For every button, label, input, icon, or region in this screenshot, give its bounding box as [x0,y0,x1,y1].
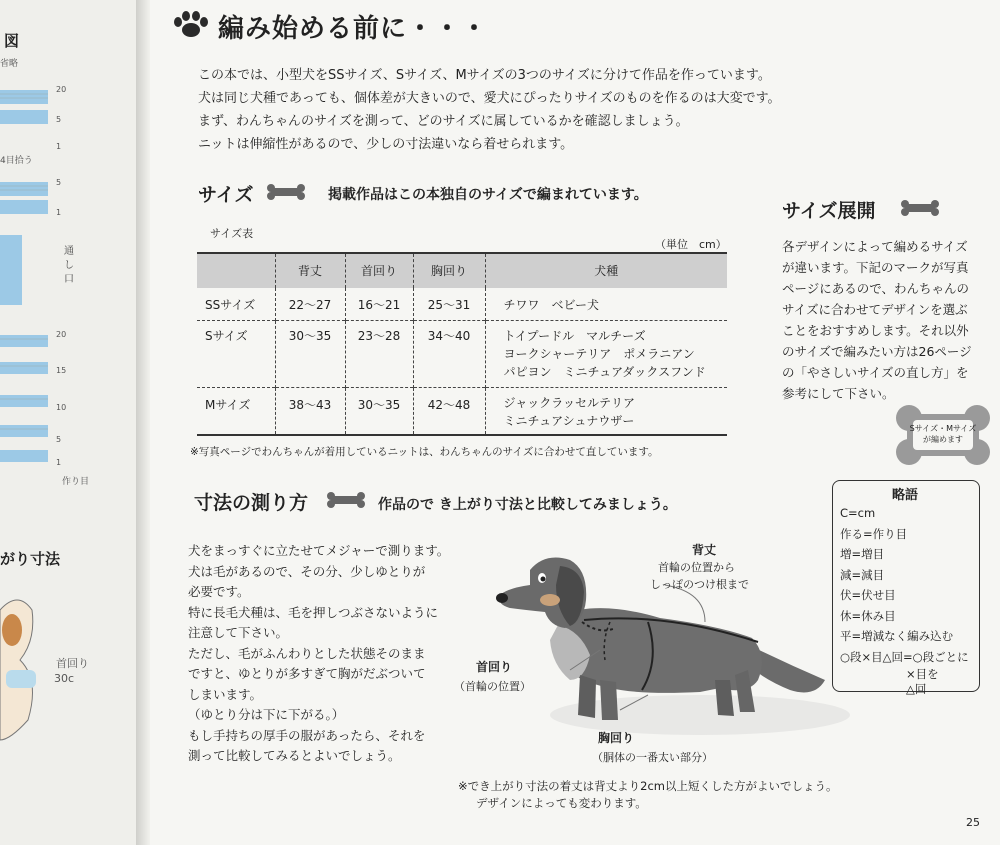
breed-line: ジャックラッセルテリア [503,396,636,410]
measure-line: 犬は毛があるので、その分、少しゆとりが [188,563,426,579]
size-subheading: 掲載作品はこの本独自のサイズで編まれています。 [328,187,648,203]
unit-label: （単位 cm） [655,238,727,251]
expand-line: が違います。下記のマークが写真 [782,260,969,275]
size-table-label: サイズ表 [210,227,254,240]
measure-line: ただし、毛がふんわりとした状態そのまま [188,645,426,661]
intro-line: 犬は同じ犬種であっても、個体差が大きいので、愛犬にぴったりサイズのものを作るのは大変です。 [198,91,781,106]
header-cell [197,254,275,288]
page-title: 編み始める前に・・・ [218,14,489,44]
neck-cell: 23～28 [345,321,413,388]
measure-subheading: 作品ので き上がり寸法と比較してみましょう。 [378,497,677,513]
scale-number: 20 [56,85,67,94]
label-back: 背丈 [692,543,717,557]
right-page [150,0,1000,845]
neck-label: 首回り [56,657,89,670]
badge-line: Sサイズ・Mサイズ [909,424,977,433]
label-chest: 胸回り [598,731,635,745]
scale-number: 15 [56,366,67,375]
intro-line: ニットは伸縮性があるので、少しの寸法違いなら着せられます。 [198,137,574,152]
side-label: 通し口 [64,246,74,285]
abbrev-item: 伏=伏せ目 [840,588,896,602]
chest-cell: 34～40 [413,321,485,388]
measure-heading: 寸法の測り方 [194,492,309,514]
size-cell: SSサイズ [205,298,256,312]
size-table [197,252,727,436]
table-header-row [197,254,727,288]
measure-line: 注意して下さい。 [188,625,289,640]
dog-illustration-left [0,590,60,760]
bone-icon [326,492,366,508]
abbrev-item: C=cm [840,506,876,520]
back-cell: 30～35 [275,321,345,388]
expand-line: ページにあるので、わんちゃんの [782,281,970,296]
label-neck: 首回り [476,660,513,674]
header-cell: 背丈 [275,254,345,288]
neck-cell: 16～21 [345,288,413,321]
breed-line: ヨークシャーテリア ポメラニアン [503,347,695,361]
breed-line: トイプードル マルチーズ [503,329,646,343]
scale-number: 5 [56,178,62,187]
breed-line: パピヨン ミニチュアダックスフンド [503,365,706,379]
size-table-note: ※写真ページでわんちゃんが着用しているニットは、わんちゃんのサイズに合わせて直しています。 [190,446,659,458]
measure-line: 必要です。 [188,584,250,599]
expand-line: サイズに合わせてデザインを選ぶ [782,302,968,317]
bone-icon [266,184,306,200]
expand-heading: サイズ展開 [782,200,876,222]
back-cell: 38～43 [275,388,345,435]
abbrev-item: ○段×目△回=○段ごとに [840,649,969,664]
expand-line: 各デザインによって編めるサイズ [782,239,968,254]
page-number: 25 [966,816,980,829]
left-page [0,0,140,845]
abbrev-item: 平=増減なく編み込む [840,629,954,643]
scale-number: 1 [56,142,62,151]
expand-line: の「やさしいサイズの直し方」を [782,365,969,380]
label-chest-desc: （胴体の一番太い部分） [592,751,713,764]
label-back-desc: 首輪の位置から [658,561,735,574]
breed-line: ミニチュアシュナウザー [503,414,635,428]
table-row [197,321,727,388]
breed-cell [485,321,727,388]
abbrev-item: ×目を [906,667,939,681]
left-note-pickup: 4目拾う [0,156,33,166]
intro-line: まず、わんちゃんのサイズを測って、どのサイズに属しているかを確認しましょう。 [198,114,689,129]
abbrev-item: 作る=作り目 [840,526,908,541]
left-note-cast-on: 作り目 [62,477,90,487]
breed-cell [485,288,727,321]
measure-footnote: デザインによっても変わります。 [476,796,647,810]
chest-cell: 42～48 [413,388,485,435]
measure-footnote: ※でき上がり寸法の着丈は背丈より2cm以上短くした方がよいでしょう。 [458,779,838,793]
bone-icon [900,200,940,216]
scale-number: 10 [56,403,67,412]
size-heading: サイズ [198,184,254,206]
left-section-fragment: がり寸法 [0,550,61,568]
abbrev-title: 略語 [891,488,918,503]
size-cell: Sサイズ [197,321,275,388]
left-heading-fragment: 図 [4,32,20,50]
table-row [197,288,727,321]
measure-line: もし手持ちの厚手の服があったら、それを [188,727,426,743]
expand-line: のサイズで編みたい方は26ページ [782,344,972,359]
abbrev-item: △回 [906,682,927,696]
measure-text [188,541,449,767]
header-cell: 首回り [345,254,413,288]
badge-line: が編めます [923,435,963,444]
scale-number: 1 [56,458,62,467]
abbrev-list [840,503,969,697]
scale-number: 5 [56,115,62,124]
header-cell: 犬種 [485,254,727,288]
abbrev-item: 減=減目 [840,567,885,582]
measure-line: 犬をまっすぐに立たせてメジャーで測ります。 [188,543,450,558]
intro-line: この本では、小型犬をSSサイズ、Sサイズ、Mサイズの3つのサイズに分けて作品を作っています。 [198,68,771,83]
scale-number: 20 [56,330,67,339]
measure-line: しまいます。 [188,686,263,702]
header-cell: 胸回り [413,254,485,288]
chest-cell: 25～31 [413,288,485,321]
abbrev-item: 増=増目 [840,547,885,561]
measure-line: 測って比較してみるとよいでしょう。 [188,748,401,763]
breed-cell [485,388,727,435]
scale-number: 5 [56,435,62,444]
measure-line: 特に長毛犬種は、毛を押しつぶさないように [188,604,439,620]
expand-line: ことをおすすめします。それ以外 [782,323,969,338]
left-note-omitted: 省略 [0,59,19,69]
table-row [197,388,727,435]
neck-cell: 30～35 [345,388,413,435]
paw-icon [172,10,210,40]
label-neck-desc: （首輪の位置） [454,680,531,693]
neck-value: 30c [54,672,75,685]
abbrev-item: 休=休み目 [840,608,896,623]
scale-number: 1 [56,208,62,217]
breed-line: チワワ ベビー犬 [503,298,600,312]
knitting-chart [0,70,60,490]
size-cell: Mサイズ [197,388,275,435]
back-cell: 22～27 [275,288,345,321]
label-back-desc: しっぽのつけ根まで [650,578,749,591]
measure-line: （ゆとり分は下に下がる。） [188,707,345,722]
expand-line: 参考にして下さい。 [782,386,895,401]
measure-line: ですと、ゆとりが多すぎて胸がだぶついて [188,666,426,681]
